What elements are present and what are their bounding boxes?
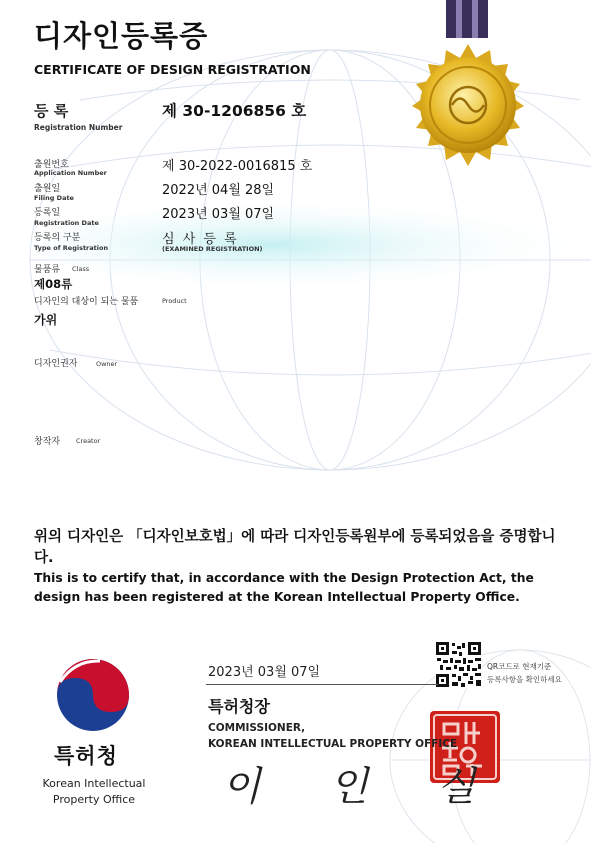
registration-type-label: 등록의 구분: [34, 233, 81, 243]
registration-label-en: Registration Number: [34, 123, 123, 132]
creator-label: 창작자: [34, 437, 61, 447]
filing-date-label: 출원일: [34, 184, 61, 194]
application-number-label: 출원번호: [34, 160, 69, 170]
qr-note-line-1: QR코드로 현재기준: [487, 662, 552, 671]
certificate-subtitle: CERTIFICATE OF DESIGN REGISTRATION: [34, 62, 311, 77]
certificate-title: 디자인등록증: [34, 19, 209, 53]
registration-type-value: 심 사 등 록: [162, 232, 239, 247]
application-number-value: 제 30-2022-0016815 호: [162, 159, 313, 174]
cyan-swirl: [30, 205, 570, 285]
registration-date-label: 등록일: [34, 208, 61, 218]
class-label-en: Class: [72, 265, 90, 273]
registration-date-value: 2023년 03월 07일: [162, 207, 275, 222]
ribbon-icon: [446, 0, 488, 38]
filing-date-label-en: Filing Date: [34, 194, 74, 202]
kipo-logo-icon: [57, 659, 129, 731]
registration-date-label-en: Registration Date: [34, 219, 99, 227]
class-label: 물품류: [34, 265, 61, 275]
kipo-name-ko: 특허청: [54, 744, 118, 768]
product-label-en: Product: [162, 297, 187, 305]
registration-number: 제 30-1206856 호: [162, 102, 307, 120]
product-label: 디자인의 대상이 되는 물품: [34, 297, 139, 307]
owner-label: 디자인권자: [34, 359, 78, 369]
creator-label-en: Creator: [76, 437, 101, 445]
kipo-name-en: Korean Intellectual Property Office: [42, 777, 146, 806]
filing-date-value: 2022년 04월 28일: [162, 183, 275, 198]
registration-label: 등 록: [34, 102, 69, 120]
registration-type-value-en: (EXAMINED REGISTRATION): [162, 245, 263, 253]
class-value: 제08류: [34, 277, 73, 291]
application-number-label-en: Application Number: [34, 169, 107, 177]
commissioner-title-en-2: KOREAN INTELLECTUAL PROPERTY OFFICE: [208, 738, 458, 750]
certification-statement-en: This is to certify that, in accordance with the Design Protection Act, the design has been registered at the Korean Intellectual Property Office.: [34, 571, 534, 604]
issue-date: 2023년 03월 07일: [208, 665, 321, 680]
commissioner-signature: 이 인 실: [222, 764, 504, 810]
owner-label-en: Owner: [96, 360, 118, 368]
registration-type-label-en: Type of Registration: [34, 244, 109, 252]
commissioner-title: 특허청장: [208, 697, 270, 716]
divider: [206, 684, 438, 685]
product-value: 가위: [34, 313, 58, 327]
qr-note-line-2: 등록사항을 확인하세요: [487, 675, 562, 684]
certification-statement-ko: 위의 디자인은 「디자인보호법」에 따라 디자인등록원부에 등록되었음을 증명합니다.: [34, 529, 556, 566]
qr-code-icon: [435, 641, 482, 688]
commissioner-title-en-1: COMMISSIONER,: [208, 722, 306, 734]
